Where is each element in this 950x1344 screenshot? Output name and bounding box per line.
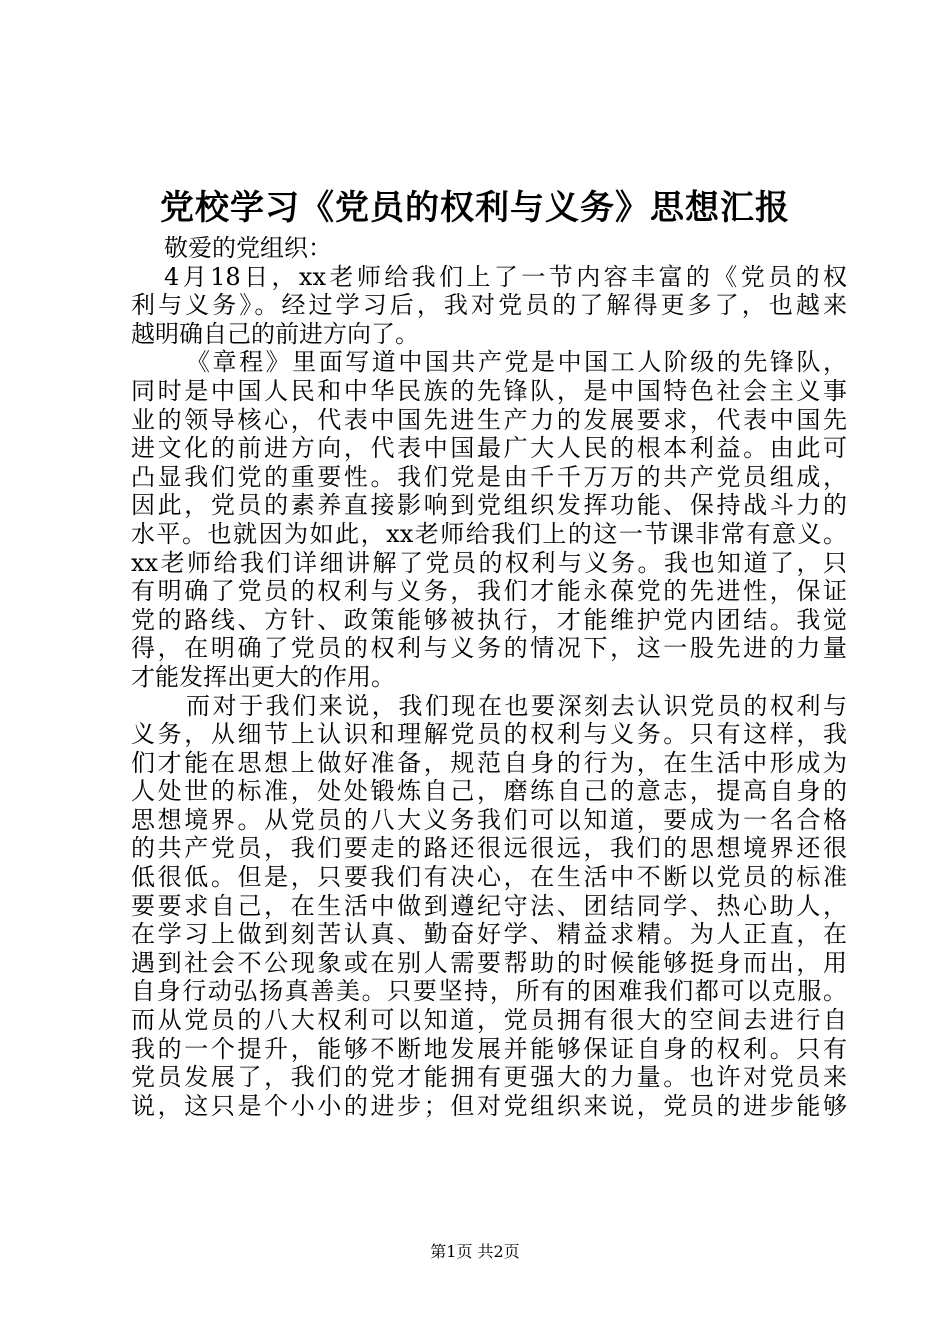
- paragraph-line: 利与义务》。经过学习后，我对党员的了解得更多了，也越来: [131, 291, 847, 320]
- paragraph-line: 《章程》里面写道中国共产党是中国工人阶级的先锋队，: [186, 348, 847, 377]
- paragraph-line: xx老师给我们详细讲解了党员的权利与义务。我也知道了，只: [131, 548, 847, 577]
- paragraph-line: 说，这只是个小小的进步；但对党组织来说，党员的进步能够: [131, 1091, 847, 1120]
- paragraph-line: 思想境界。从党员的八大义务我们可以知道，要成为一名合格: [131, 805, 847, 834]
- paragraph-line: 凸显我们党的重要性。我们党是由千千万万的共产党员组成，: [131, 462, 847, 491]
- paragraph-line: 的共产党员，我们要走的路还很远很远，我们的思想境界还很: [131, 834, 847, 863]
- paragraph-line: 人处世的标准，处处锻炼自己，磨练自己的意志，提高自身的: [131, 777, 847, 806]
- paragraph-line: 进文化的前进方向，代表中国最广大人民的根本利益。由此可: [131, 434, 847, 463]
- paragraph-line: 自身行动弘扬真善美。只要坚持，所有的困难我们都可以克服。: [131, 977, 847, 1006]
- paragraph-line: 们才能在思想上做好准备，规范自身的行为，在生活中形成为: [131, 748, 847, 777]
- salutation: 敬爱的党组织：: [164, 234, 332, 262]
- paragraph-line: 低很低。但是，只要我们有决心，在生活中不断以党员的标准: [131, 863, 847, 892]
- paragraph-line: 党的路线、方针、政策能够被执行，才能维护党内团结。我觉: [131, 605, 847, 634]
- document-body: [131, 234, 847, 1120]
- paragraph-line: 在学习上做到刻苦认真、勤奋好学、精益求精。为人正直，在: [131, 920, 847, 949]
- paragraph-line: 同时是中国人民和中华民族的先锋队，是中国特色社会主义事: [131, 376, 847, 405]
- paragraph-line: 越明确自己的前进方向了。: [131, 319, 419, 348]
- paragraph-line: 而对于我们来说，我们现在也要深刻去认识党员的权利与: [186, 691, 847, 720]
- page-number-footer: 第1页 共2页: [430, 1242, 520, 1261]
- paragraph-line: 义务，从细节上认识和理解党员的权利与义务。只有这样，我: [131, 720, 847, 749]
- paragraph-line: 4月18日，xx老师给我们上了一节内容丰富的《党员的权: [164, 262, 847, 291]
- paragraph-line: 遇到社会不公现象或在别人需要帮助的时候能够挺身而出，用: [131, 948, 847, 977]
- paragraph-line: 我的一个提升，能够不断地发展并能够保证自身的权利。只有: [131, 1034, 847, 1063]
- paragraph-line: 而从党员的八大权利可以知道，党员拥有很大的空间去进行自: [131, 1006, 847, 1035]
- paragraph-line: 因此，党员的素养直接影响到党组织发挥功能、保持战斗力的: [131, 491, 847, 520]
- paragraph-line: 有明确了党员的权利与义务，我们才能永葆党的先进性，保证: [131, 577, 847, 606]
- document-title: 党校学习《党员的权利与义务》思想汇报: [160, 188, 790, 228]
- paragraph-line: 才能发挥出更大的作用。: [131, 662, 395, 691]
- paragraph-line: 得，在明确了党员的权利与义务的情况下，这一股先进的力量: [131, 634, 847, 663]
- paragraph-line: 党员发展了，我们的党才能拥有更强大的力量。也许对党员来: [131, 1063, 847, 1092]
- paragraph-line: 业的领导核心，代表中国先进生产力的发展要求，代表中国先: [131, 405, 847, 434]
- paragraph-line: 要要求自己，在生活中做到遵纪守法、团结同学、热心助人，: [131, 891, 847, 920]
- paragraph-line: 水平。也就因为如此，xx老师给我们上的这一节课非常有意义。: [131, 519, 847, 548]
